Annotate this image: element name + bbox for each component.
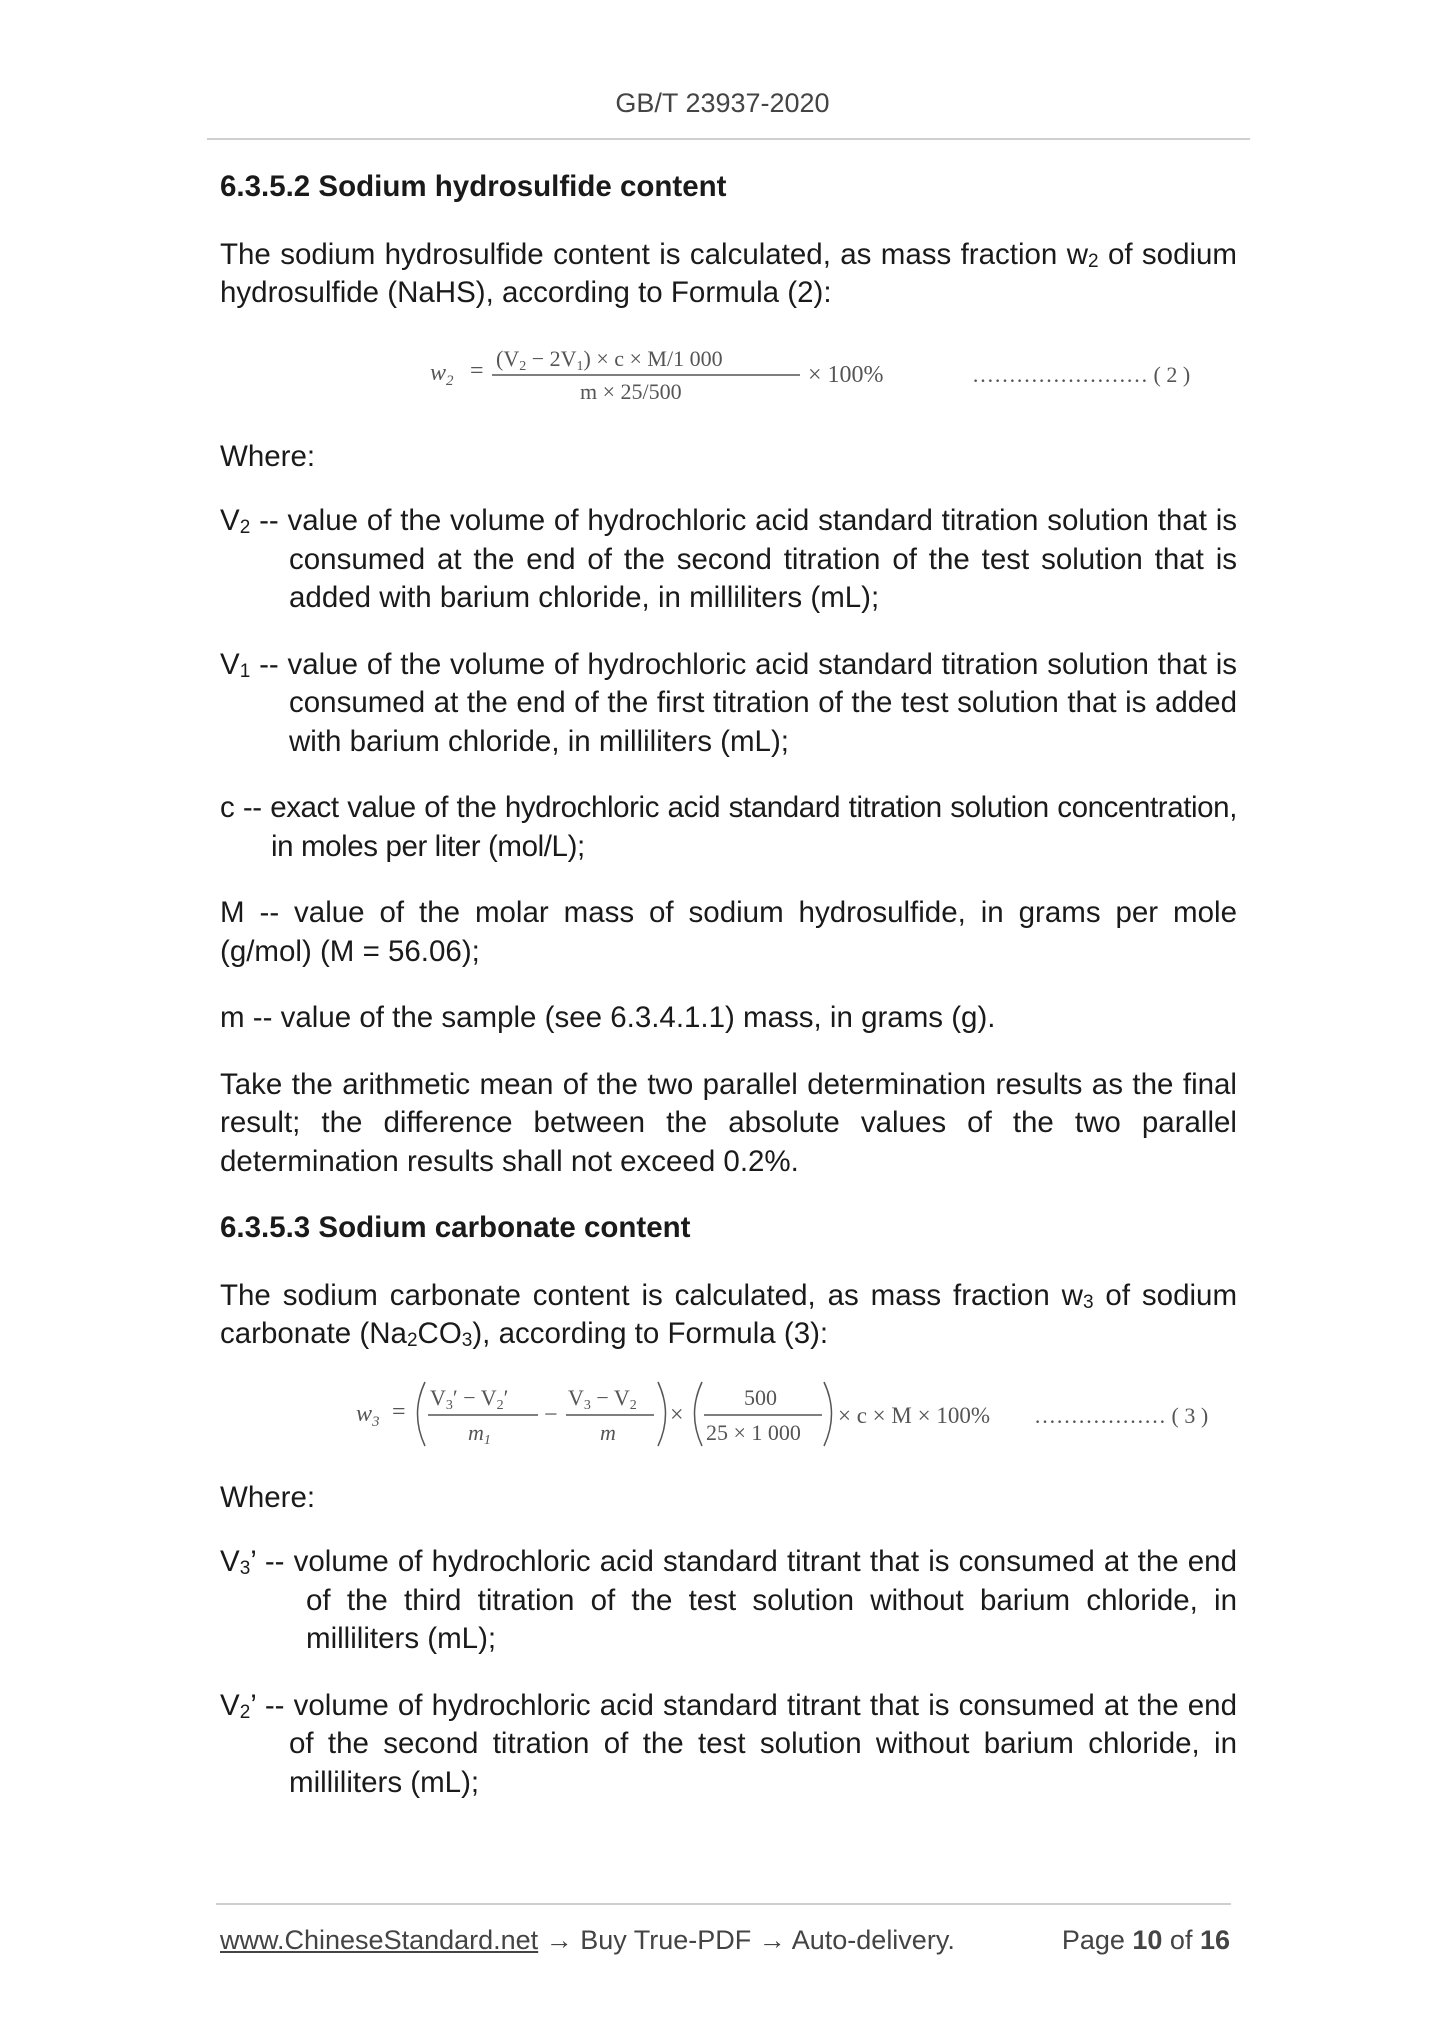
formula2-numerator: (V2 − 2V1) × c × M/1 000	[496, 345, 723, 374]
formula2-denominator: m × 25/500	[580, 378, 682, 404]
formula3-lhs: $w_3$	[356, 1400, 380, 1430]
formula3-times: ×	[670, 1401, 684, 1428]
formula3-left-paren-2	[695, 1382, 703, 1446]
header-divider	[207, 138, 1250, 140]
formula2-reference: …………………… ( 2 )	[972, 361, 1191, 387]
section-heading-sodium-hydrosulfide: 6.3.5.2 Sodium hydrosulfide content	[220, 170, 727, 203]
formula-3	[220, 1374, 1237, 1454]
formula2-equals: =	[470, 357, 484, 384]
page-footer	[220, 1925, 1230, 1956]
document-id-header: GB/T 23937-2020	[615, 88, 830, 118]
intro-paragraph-hydrosulfide: The sodium hydrosulfide content is calculated, as mass fraction $w_2$ of sodium hydrosulfide (NaHS), according to Formula (2):	[220, 237, 1238, 309]
formula3-tail: × c × M × 100%	[838, 1402, 990, 1428]
formula3-left-paren-1	[418, 1382, 426, 1446]
footer-tagline: → Buy True-PDF → Auto-delivery.	[538, 1925, 955, 1955]
page-indicator: Page 10 of 16	[1061, 1925, 1230, 1955]
formula-2	[220, 333, 1237, 413]
formula2-lhs: $w_2$	[430, 359, 454, 389]
website-link[interactable]: www.ChineseStandard.net	[220, 1925, 539, 1955]
page-content	[220, 168, 1237, 1802]
result-paragraph: Take the arithmetic mean of the two parallel determination results as the final result; the difference between the absolute values of the two parallel determination results shall not exceed 0.2%.	[220, 1067, 1237, 1178]
definition-v3-prime: $V_3$’ -- volume of hydrochloric acid standard titrant that is consumed at the end of the third titration of the test solution without barium chloride, in milliliters (mL);	[220, 1545, 1237, 1655]
total-page-number: 16	[1199, 1925, 1230, 1955]
definition-v2: $V_2$ -- value of the volume of hydrochloric acid standard titration solution that is consumed at the end of the second titration of the test solution that is added with barium chloride, in milliliters (mL);	[220, 504, 1237, 614]
formula3-minus: −	[544, 1401, 558, 1428]
section-heading-sodium-carbonate: 6.3.5.3 Sodium carbonate content	[220, 1211, 691, 1244]
formula3-right-paren-2	[824, 1382, 832, 1446]
formula3-term3-numerator: 500	[744, 1384, 777, 1410]
formula2-factor: × 100%	[808, 361, 884, 388]
definition-sample-mass: m -- value of the sample (see 6.3.4.1.1) mass, in grams (g).	[220, 1001, 996, 1034]
formula3-term3-denominator: 25 × 1 000	[706, 1419, 801, 1445]
intro-paragraph-carbonate: The sodium carbonate content is calculated, as mass fraction $w_3$ of sodium carbonate $(Na_2CO_3)$, according to Formula (3):	[220, 1278, 1238, 1351]
formula3-term2-numerator: V3 − V2	[568, 1384, 637, 1413]
definition-molar-mass: M -- value of the molar mass of sodium hydrosulfide, in grams per mole (g/mol) (M = 56.06);	[220, 896, 1237, 968]
formula3-term2-denominator: m	[600, 1419, 616, 1445]
formula3-term1-denominator: m1	[468, 1419, 491, 1448]
where-label-2: Where:	[220, 1480, 316, 1514]
where-label-1: Where:	[220, 439, 316, 473]
current-page-number: 10	[1132, 1925, 1163, 1955]
definition-c: c -- exact value of the hydrochloric acid standard titration solution concentration, in moles per liter (mol/L);	[220, 791, 1237, 863]
formula3-equals: =	[392, 1398, 406, 1425]
formula3-term1-numerator: V3′ − V2′	[430, 1384, 509, 1413]
definition-v2-prime: $V_2$’ -- volume of hydrochloric acid standard titrant that is consumed at the end of the second titration of the test solution without barium chloride, in milliliters (mL);	[220, 1688, 1237, 1799]
definition-v1: $V_1$ -- value of the volume of hydrochloric acid standard titration solution that is consumed at the end of the first titration of the test solution that is added with barium chloride, in milliliters (mL);	[220, 647, 1237, 758]
formula3-reference: ……………… ( 3 )	[1034, 1402, 1209, 1428]
footer-divider	[216, 1903, 1231, 1905]
formula3-right-paren-1	[658, 1382, 666, 1446]
